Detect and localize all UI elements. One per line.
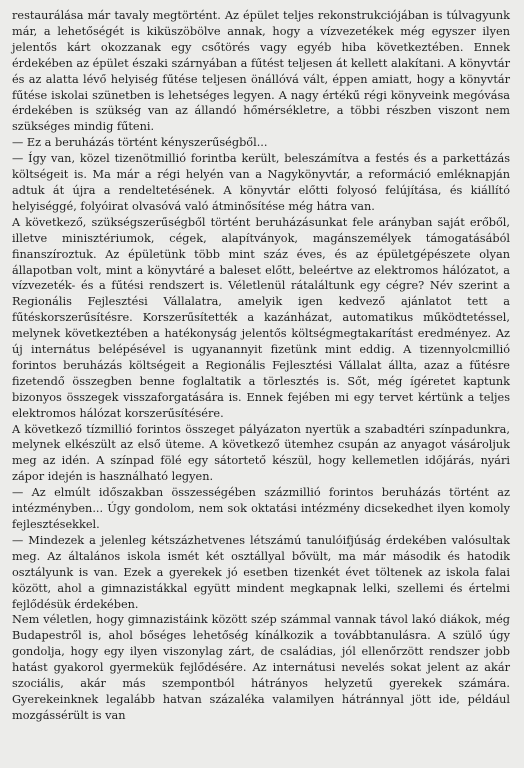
- paragraph-7: — Mindezek a jelenleg kétszázhetvenes létszámú tanulóifjúság érdekében valósultak meg. Az általános iskola ismét két osztállyal bővült, ma már második és hatodik osztályunk is van. Ezek a gyerekek jó esetben tizenkét évet töltenek az iskola falai között, ahol a gimnazistákkal együtt mindent megkapnak lelki, szellemi és értelmi fejlődésük érdekében.: [12, 533, 510, 611]
- paragraph-3: — Így van, közel tizenötmillió forintba került, beleszámítva a festés és a parkettázás költségeit is. Ma már a régi helyén van a Nagykönyvtár, a reformáció emléknapján adtuk át újra a rendeltetésének. A könyvtár előtti folyosó felújítása, és kiállító helyiséggé, folyóirat olvasóvá való átminősítése még hátra van.: [12, 152, 510, 213]
- paragraph-8: Nem véletlen, hogy gimnazistáink között szép számmal vannak távol lakó diákok, még Budapestről is, ahol bőséges lehetőség kínálkozik a továbbtanulásra. A szülő úgy gondolja, hogy egy ilyen viszonylag zárt, de családias, jól ellenőrzött rendszer jobb hatást gyakorol gyermekük fejlődésére. Az internátusi nevelés sokat jelent az akár szociális, akár más szempontból hátrányos helyzetű gyerekek számára. Gyerekeinknek legalább hatvan százaléka valamilyen hátránnyal jött ide, például mozgássérült is van: [12, 613, 510, 722]
- paragraph-2: — Ez a beruházás történt kényszerűségből...: [12, 136, 268, 150]
- paragraph-5: A következő tízmillió forintos összeget pályázaton nyertük a szabadtéri színpadunkra, melynek elkészült az első üteme. A következő ütemhez csupán az anyagot vásároljuk meg az idén. A színpad fölé egy sátortető készül, hogy kellemetlen időjárás, nyári zápor idején is használható legyen.: [12, 422, 510, 484]
- paragraph-1: restaurálása már tavaly megtörtént. Az épület teljes rekonstrukciójában is túlvagyunk már, a lehetőségét is kiküszöbölve annak, hogy a vízvezetékek még egyszer ilyen jelentős kárt okozzanak egy csőtörés vagy egyéb hiba következtében. Ennek érdekében az épület északi szárnyában a fűtést teljesen át kellett alakítani. A könyvtár és az alatta lévő helyiség fűtése teljesen önállóvá vált, éppen amiatt, hogy a könyvtár fűtése iskolai szünetben is lehetséges legyen. A nagy értékű régi könyveink megóvása érdekében is szükség van az állandó hőmérsékletre, a többi részben viszont nem szükséges mindig fűteni.: [12, 9, 510, 134]
- paragraph-4: A következő, szükségszerűségből történt beruházásunkat fele arányban saját erőből, illetve minisztériumok, cégek, alapítványok, magánszemélyek támogatásából finanszíroztuk. Az épületünk több mint száz éves, és az épületgépészete olyan állapotban volt, mint a könyvtáré a baleset előtt, beleértve az elektromos hálózatot, a vízvezeték- és a fűtési rendszert is. Véletlenül rátaláltunk egy cégre? Név szerint a Regionális Fejlesztési Vállalatra, amelyik igen kedvező ajánlatot tett a fűtéskorszerűsítésre. Korszerűsítették a kazánházat, automatikus működtetéssel, melynek következtében a hatékonyság jelentős költségmegtakarítást eredményez. Az új internátus belépésével is ugyanannyit fizetünk mint eddig. A tizennyolcmillió forintos beruházás költségeit a Regionális Fejlesztési Vállalat állta, azaz a fűtésre fizetendő összegben benne foglaltatik a törlesztés is. Sőt, még ígéretet kaptunk bizonyos összegek visszaforgatására is. Ennek fejében mi egy tervet kértünk a teljes elektromos hálózat korszerűsítésére.: [12, 215, 510, 420]
- paragraph-6: — Az elmúlt időszakban összességében százmillió forintos beruházás történt az intézményben... Úgy gondolom, nem sok oktatási intézmény dicsekedhet ilyen komoly fejlesztésekkel.: [12, 486, 510, 531]
- article-text: [12, 8, 510, 724]
